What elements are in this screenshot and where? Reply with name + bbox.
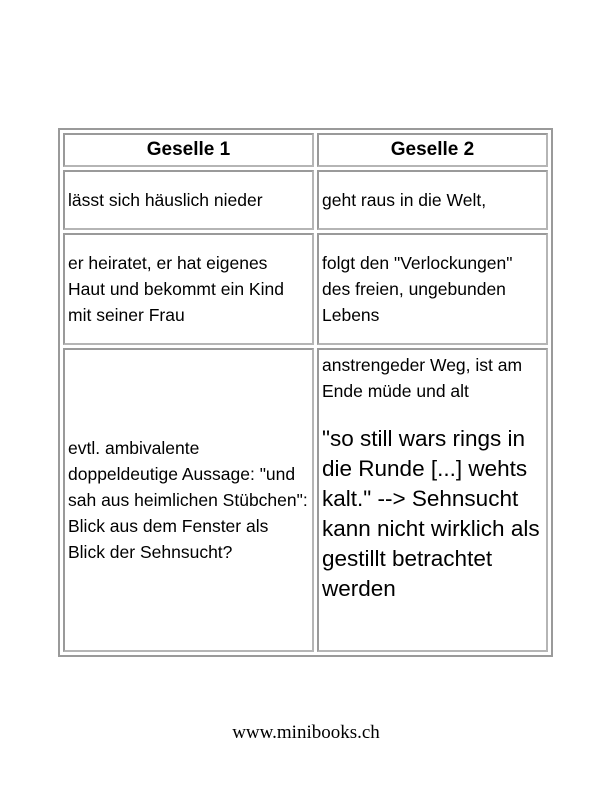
cell-row3-geselle-2-quote: "so still wars rings in die Runde [...] wehts kalt." --> Sehnsucht kann nicht wirklich als gestillt betrachtet werden — [322, 426, 540, 601]
footer-url: www.minibooks.ch — [232, 722, 380, 743]
table-row — [63, 170, 548, 230]
cell-row2-geselle-2-line2: des freien, ungebunden Lebens — [322, 279, 506, 325]
cell-row3-geselle-2-text: anstrengeder Weg, ist am Ende müde und alt — [322, 355, 523, 401]
cell-row1-geselle-2: geht raus in die Welt, — [317, 170, 548, 230]
cell-row3-geselle-1: evtl. ambivalente doppeldeutige Aussage: "und sah aus heimlichen Stübchen": Blick aus dem Fenster als Blick der Sehnsucht? — [63, 348, 314, 652]
comparison-table — [58, 128, 553, 657]
cell-row2-geselle-2 — [317, 233, 548, 345]
cell-row1-geselle-1: lässt sich häuslich nieder — [63, 170, 314, 230]
comparison-table-grid — [60, 130, 551, 655]
table-row — [63, 348, 548, 652]
header-geselle-2: Geselle 2 — [317, 133, 548, 167]
cell-row3-geselle-2 — [317, 348, 548, 652]
cell-row2-geselle-2-line1: folgt den "Verlockungen" — [322, 253, 513, 273]
table-row — [63, 233, 548, 345]
cell-row2-geselle-1: er heiratet, er hat eigenes Haut und bekommt ein Kind mit seiner Frau — [63, 233, 314, 345]
table-header-row — [63, 133, 548, 167]
header-geselle-1: Geselle 1 — [63, 133, 314, 167]
